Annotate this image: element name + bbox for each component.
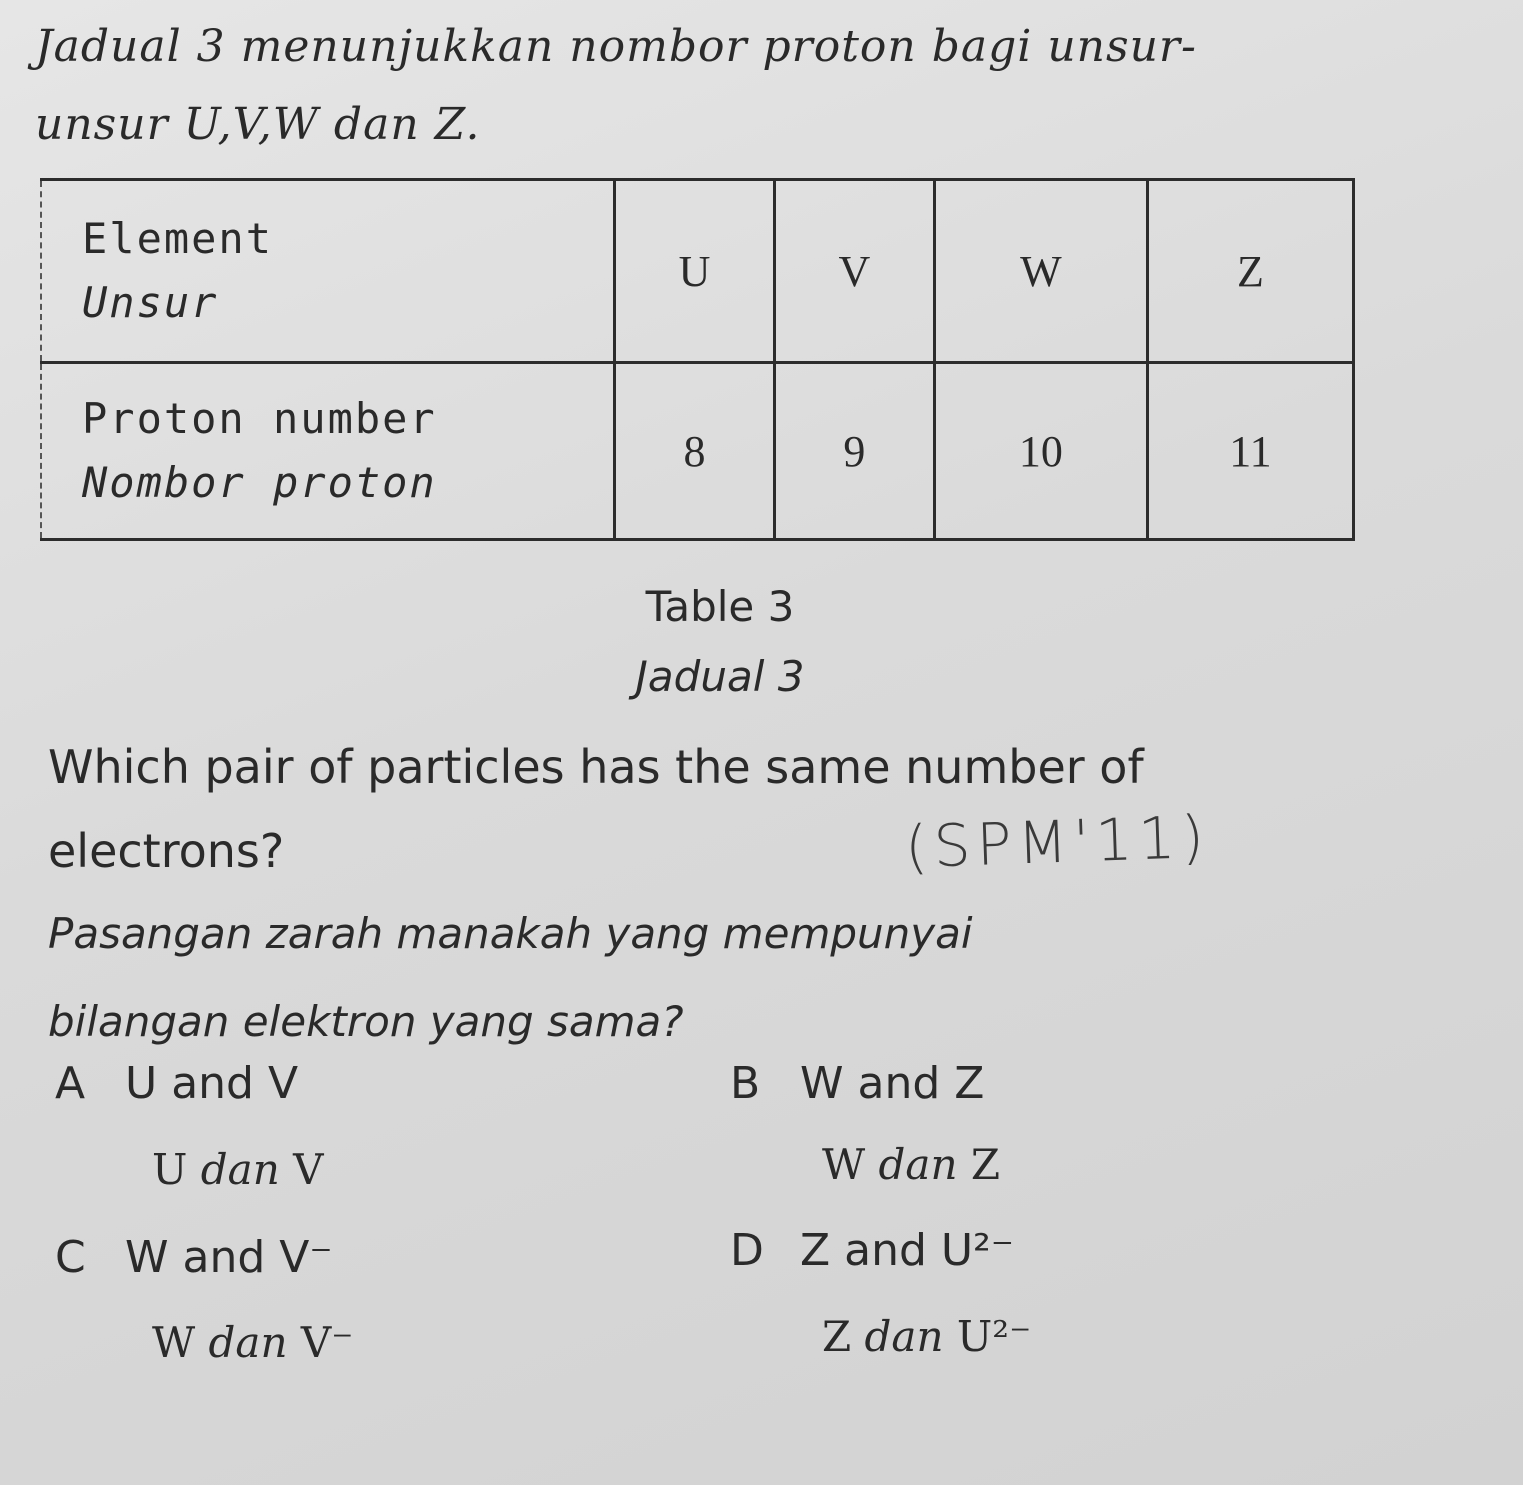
table-value-row — [41, 363, 1354, 540]
option-b[interactable] — [730, 1058, 984, 1109]
option-d-letter: D — [730, 1225, 764, 1276]
table-caption-ms: Jadual 3 — [635, 652, 805, 701]
handwritten-annotation: (SPM'11) — [903, 802, 1211, 882]
table-caption-en: Table 3 — [645, 582, 795, 631]
intro-line-2: unsur U,V,W dan Z. — [35, 99, 481, 150]
option-a-letter: A — [55, 1058, 86, 1109]
option-c-ms-particle-2: V⁻ — [300, 1318, 354, 1367]
question-en — [48, 725, 1478, 893]
value-label-en: Proton number — [82, 394, 437, 443]
proton-number-z: 11 — [1147, 363, 1353, 540]
question-ms-line-2: bilangan elektron yang sama? — [48, 997, 684, 1046]
header-label-en: Element — [82, 214, 274, 263]
option-d[interactable] — [730, 1225, 1014, 1276]
option-c-ms — [152, 1318, 353, 1367]
option-a-ms-particle-2: V — [293, 1145, 324, 1194]
question-ms-line-1: Pasangan zarah manakah yang mempunyai — [48, 909, 973, 958]
proton-number-v: 9 — [774, 363, 934, 540]
option-a-ms-particle-1: U — [152, 1145, 188, 1194]
proton-number-w: 10 — [934, 363, 1147, 540]
option-b-letter: B — [730, 1058, 761, 1109]
option-d-ms-connector: dan — [864, 1312, 944, 1361]
value-label-ms: Nombor proton — [82, 458, 437, 507]
element-cell-v: V — [774, 180, 934, 363]
option-b-ms — [822, 1140, 1000, 1189]
question-ms — [48, 890, 1468, 1066]
option-a-ms-connector: dan — [200, 1145, 280, 1194]
option-b-text-en: W and Z — [800, 1058, 985, 1109]
header-label-ms: Unsur — [82, 278, 219, 327]
option-c[interactable] — [55, 1232, 333, 1283]
option-d-ms-particle-1: Z — [822, 1312, 852, 1361]
intro-line-1: Jadual 3 menunjukkan nombor proton bagi unsur- — [35, 21, 1197, 72]
intro-text — [35, 8, 1505, 164]
element-cell-u: U — [615, 180, 775, 363]
option-c-ms-connector: dan — [208, 1318, 288, 1367]
option-c-letter: C — [55, 1232, 86, 1283]
option-d-ms-particle-2: U²⁻ — [956, 1312, 1032, 1361]
option-a-text-en: U and V — [125, 1058, 299, 1109]
option-d-text-en: Z and U²⁻ — [800, 1225, 1014, 1276]
element-cell-z: Z — [1147, 180, 1353, 363]
option-c-text-en: W and V⁻ — [125, 1232, 333, 1283]
value-label-cell — [41, 363, 615, 540]
question-en-line-1: Which pair of particles has the same number of — [48, 740, 1144, 794]
option-a-ms — [152, 1145, 323, 1194]
proton-number-table — [40, 178, 1355, 541]
element-cell-w: W — [934, 180, 1147, 363]
question-en-line-2: electrons? — [48, 824, 285, 878]
option-b-ms-particle-2: Z — [970, 1140, 1001, 1189]
option-d-ms — [822, 1312, 1031, 1361]
header-label-cell — [41, 180, 615, 363]
proton-number-u: 8 — [615, 363, 775, 540]
option-b-ms-connector: dan — [878, 1140, 958, 1189]
option-b-ms-particle-1: W — [822, 1140, 866, 1189]
option-a[interactable] — [55, 1058, 298, 1109]
table-header-row — [41, 180, 1354, 363]
option-c-ms-particle-1: W — [152, 1318, 196, 1367]
